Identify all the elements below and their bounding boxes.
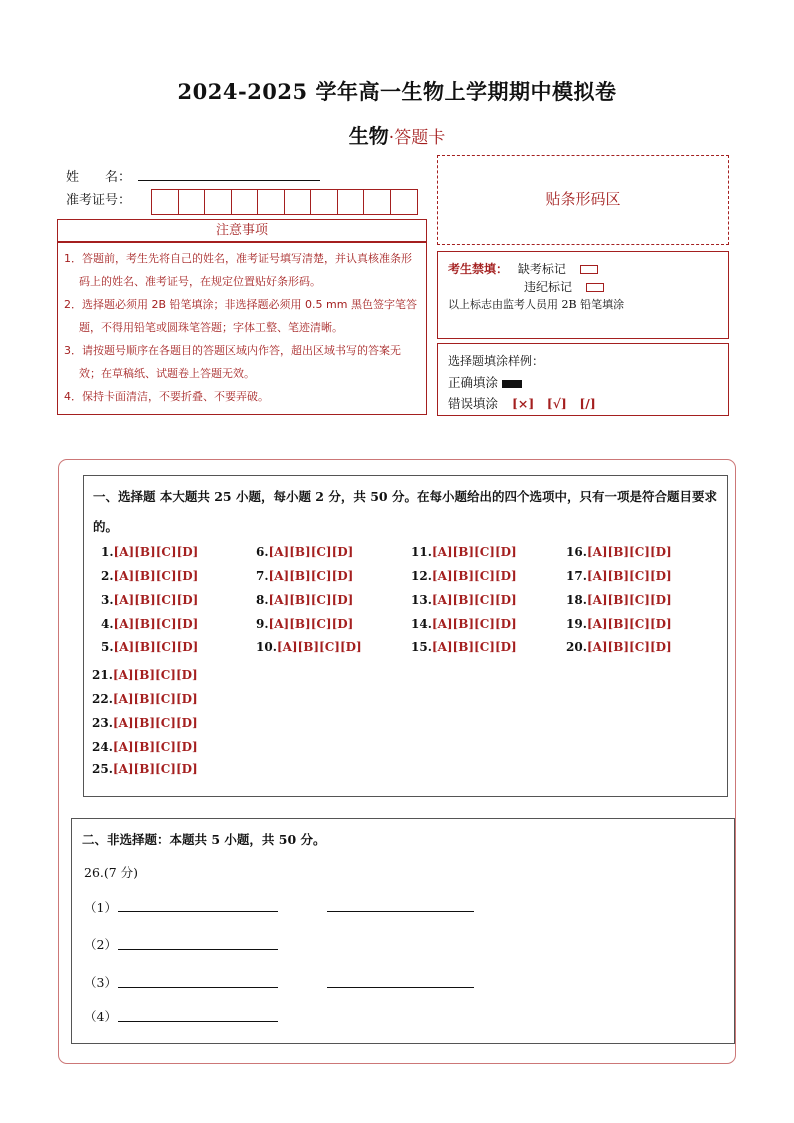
question-number: 6. — [256, 545, 269, 559]
choice-question-12[interactable] — [411, 569, 517, 583]
banned-note: 以上标志由监考人员用 2B 铅笔填涂 — [448, 298, 625, 311]
missing-mark-box[interactable] — [580, 265, 598, 274]
choice-question-15[interactable] — [411, 640, 517, 654]
question-number: 5. — [101, 640, 114, 654]
question-number: 15. — [411, 640, 432, 654]
choice-question-16[interactable] — [566, 545, 672, 559]
banned-box — [437, 251, 729, 339]
correct-fill-label: 正确填涂 — [448, 375, 499, 390]
question-26-label: 26.(7 分) — [84, 865, 139, 880]
sub-question-label: （2） — [84, 937, 117, 952]
choice-options[interactable]: [A][B][C][D] — [113, 640, 199, 654]
section1-intro: 一、选择题 本大题共 25 小题，每小题 2 分，共 50 分。在每小题给出的四个选项中，只有一项是符合题目要求的。 — [93, 489, 717, 534]
choice-question-2[interactable] — [101, 569, 198, 583]
question-number: 17. — [566, 569, 587, 583]
choice-question-13[interactable] — [411, 593, 517, 607]
question-number: 13. — [411, 593, 432, 607]
choice-question-17[interactable] — [566, 569, 672, 583]
choice-question-22[interactable] — [92, 692, 198, 706]
answer-line[interactable] — [118, 987, 278, 988]
choice-question-4[interactable] — [101, 617, 198, 631]
choice-options[interactable]: [A][B][C][D] — [268, 617, 354, 631]
wrong-fill-samples: [×] [√] [/] — [512, 396, 596, 411]
choice-question-3[interactable] — [101, 593, 198, 607]
choice-options[interactable]: [A][B][C][D] — [276, 640, 362, 654]
question-number: 9. — [256, 617, 269, 631]
choice-question-25[interactable] — [92, 762, 198, 776]
choice-options[interactable]: [A][B][C][D] — [113, 569, 199, 583]
violation-label: 违纪标记 — [524, 280, 573, 294]
choice-options[interactable]: [A][B][C][D] — [112, 668, 198, 682]
notice-heading: 注意事项 — [57, 219, 427, 242]
choice-options[interactable]: [A][B][C][D] — [431, 593, 517, 607]
question-number: 16. — [566, 545, 587, 559]
choice-options[interactable]: [A][B][C][D] — [431, 617, 517, 631]
choice-question-10[interactable] — [256, 640, 362, 654]
notice-item: 3．请按题号顺序在各题目的答题区域内作答，超出区域书写的答案无效；在草稿纸、试题卷上答题无效。 — [64, 344, 401, 380]
fill-example-title: 选择题填涂样例： — [448, 354, 545, 368]
name-field[interactable] — [138, 180, 320, 181]
page-title: 2024-2025 学年高一生物上学期期中模拟卷 — [177, 79, 617, 104]
sub-question-label: （4） — [84, 1009, 117, 1024]
id-digit-box[interactable] — [364, 190, 391, 214]
section2-title: 二、非选择题：本题共 5 小题，共 50 分。 — [82, 832, 326, 847]
id-digit-box[interactable] — [258, 190, 285, 214]
question-number: 24. — [92, 740, 113, 754]
correct-fill-sample — [502, 380, 522, 388]
choice-options[interactable]: [A][B][C][D] — [431, 640, 517, 654]
choice-question-21[interactable] — [92, 668, 198, 682]
choice-options[interactable]: [A][B][C][D] — [268, 569, 354, 583]
choice-options[interactable]: [A][B][C][D] — [112, 762, 198, 776]
choice-question-11[interactable] — [411, 545, 517, 559]
question-number: 20. — [566, 640, 587, 654]
free-response-box — [71, 818, 735, 1044]
question-number: 3. — [101, 593, 114, 607]
notice-item: 4．保持卡面清洁，不要折叠、不要弄破。 — [64, 390, 269, 403]
id-digit-box[interactable] — [205, 190, 232, 214]
question-number: 10. — [256, 640, 277, 654]
question-number: 1. — [101, 545, 114, 559]
exam-id-boxes[interactable] — [151, 189, 418, 215]
answer-line[interactable] — [118, 1021, 278, 1022]
choice-options[interactable]: [A][B][C][D] — [431, 569, 517, 583]
choice-options[interactable]: [A][B][C][D] — [268, 593, 354, 607]
choice-options[interactable]: [A][B][C][D] — [112, 692, 198, 706]
choice-question-1[interactable] — [101, 545, 198, 559]
id-digit-box[interactable] — [338, 190, 365, 214]
violation-mark-box[interactable] — [586, 283, 604, 292]
question-number: 14. — [411, 617, 432, 631]
notice-item: 2．选择题必须用 2B 铅笔填涂；非选择题必须用 0.5 mm 黑色签字笔答题，不得用铅笔或圆珠笔答题；字体工整、笔迹清晰。 — [64, 298, 417, 334]
exam-id-label: 准考证号： — [66, 193, 132, 208]
choice-options[interactable]: [A][B][C][D] — [586, 640, 672, 654]
answer-line[interactable] — [327, 911, 474, 912]
choice-options[interactable]: [A][B][C][D] — [113, 545, 199, 559]
name-label: 姓 名： — [66, 170, 132, 185]
question-number: 21. — [92, 668, 113, 682]
choice-question-6[interactable] — [256, 545, 353, 559]
question-number: 2. — [101, 569, 114, 583]
choice-question-20[interactable] — [566, 640, 672, 654]
choice-options[interactable]: [A][B][C][D] — [113, 593, 199, 607]
answer-card-label: ·答题卡 — [388, 128, 446, 148]
question-number: 8. — [256, 593, 269, 607]
choice-options[interactable]: [A][B][C][D] — [586, 545, 672, 559]
choice-question-7[interactable] — [256, 569, 353, 583]
question-number: 4. — [101, 617, 114, 631]
id-digit-box[interactable] — [179, 190, 206, 214]
choice-options[interactable]: [A][B][C][D] — [431, 545, 517, 559]
choice-question-24[interactable] — [92, 740, 198, 754]
wrong-fill-label: 错误填涂 — [448, 396, 499, 411]
choice-question-5[interactable] — [101, 640, 198, 654]
notice-item: 1．答题前，考生先将自己的姓名，准考证号填写清楚，并认真核准条形码上的姓名、准考证号，在规定位置贴好条形码。 — [64, 252, 412, 288]
fill-example-box — [437, 343, 729, 416]
missing-label: 缺考标记 — [517, 262, 566, 276]
choice-question-18[interactable] — [566, 593, 672, 607]
sub-question-label: （3） — [84, 975, 117, 990]
choice-options[interactable]: [A][B][C][D] — [586, 617, 672, 631]
answer-line[interactable] — [327, 987, 474, 988]
page-subtitle — [0, 120, 794, 149]
banned-label: 考生禁填： — [448, 262, 509, 276]
subject-label: 生物 — [348, 124, 389, 148]
choice-question-19[interactable] — [566, 617, 672, 631]
question-number: 23. — [92, 716, 113, 730]
answer-line[interactable] — [118, 911, 278, 912]
choice-options[interactable]: [A][B][C][D] — [112, 716, 198, 730]
notice-body — [57, 242, 427, 415]
question-number: 22. — [92, 692, 113, 706]
choice-question-8[interactable] — [256, 593, 353, 607]
choice-question-23[interactable] — [92, 716, 198, 730]
question-number: 11. — [411, 545, 432, 559]
answer-line[interactable] — [118, 949, 278, 950]
id-digit-box[interactable] — [232, 190, 259, 214]
question-number: 7. — [256, 569, 269, 583]
question-number: 12. — [411, 569, 432, 583]
id-digit-box[interactable] — [391, 190, 418, 214]
id-digit-box[interactable] — [152, 190, 179, 214]
choice-question-9[interactable] — [256, 617, 353, 631]
choice-options[interactable]: [A][B][C][D] — [268, 545, 354, 559]
question-number: 19. — [566, 617, 587, 631]
barcode-area: 贴条形码区 — [437, 155, 729, 245]
question-number: 18. — [566, 593, 587, 607]
id-digit-box[interactable] — [311, 190, 338, 214]
choice-options[interactable]: [A][B][C][D] — [586, 593, 672, 607]
choice-options[interactable]: [A][B][C][D] — [113, 617, 199, 631]
question-number: 25. — [92, 762, 113, 776]
choice-question-14[interactable] — [411, 617, 517, 631]
choice-options[interactable]: [A][B][C][D] — [112, 740, 198, 754]
id-digit-box[interactable] — [285, 190, 312, 214]
sub-question-label: （1） — [84, 900, 117, 915]
choice-options[interactable]: [A][B][C][D] — [586, 569, 672, 583]
